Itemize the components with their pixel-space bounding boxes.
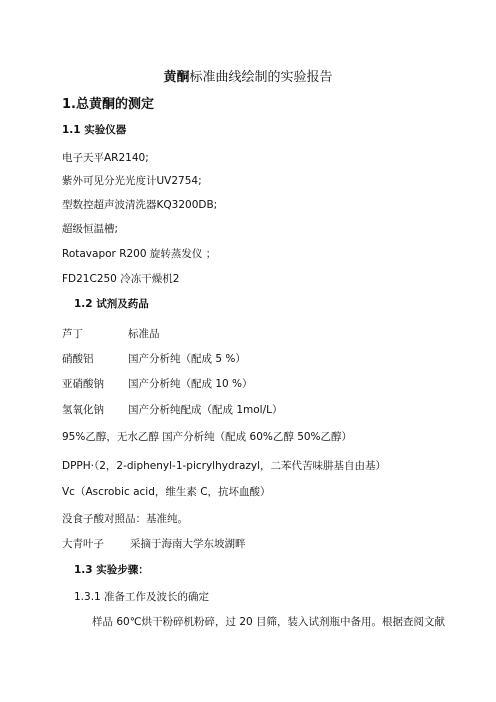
subsection-heading-1-3: 1.3 实验步骤：	[74, 564, 149, 576]
sample-desc: 采摘于海南大学东坡湖畔	[130, 538, 246, 550]
reagent-name: 氢氧化钠	[62, 404, 104, 416]
title-bold-part: 黄酮	[163, 70, 190, 85]
reagent-line: Vc（Ascrobic acid，维生素 C，抗坏血酸）	[62, 486, 271, 498]
instrument-line: FD21C250 冷冻干燥机2	[62, 273, 180, 285]
reagent-desc: 国产分析纯配成（配成 1mol/L）	[128, 404, 283, 416]
instrument-line: Rotavapor R200 旋转蒸发仪 ；	[62, 248, 217, 260]
instrument-line: 超级恒温槽;	[62, 223, 119, 235]
reagent-desc: 国产分析纯（配成 5 %）	[128, 353, 246, 365]
section-heading-1: 1.总黄酮的测定	[62, 97, 154, 112]
reagent-name: 亚硝酸钠	[62, 378, 104, 390]
reagent-line: DPPH·（2，2-diphenyl-1-picrylhydrazyl，二苯代苦味肼基自由基）	[62, 460, 387, 472]
reagent-desc: 国产分析纯（配成 10 %）	[128, 378, 253, 390]
instrument-line: 紫外可见分光光度计UV2754;	[62, 175, 202, 187]
title-rest: 标准曲线绘制的实验报告	[189, 70, 333, 85]
reagent-name: 硝酸铝	[62, 353, 94, 365]
subsection-heading-1-2: 1.2 试剂及药品	[74, 298, 149, 310]
instrument-line: 电子天平AR2140;	[62, 152, 149, 164]
instrument-line: 型数控超声波清洗器KQ3200DB;	[62, 199, 218, 211]
body-paragraph: 样品 60℃烘干粉碎机粉碎，过 20 目筛，装入试剂瓶中备用。根据查阅文献	[92, 616, 446, 628]
reagent-name: 芦丁	[62, 328, 83, 340]
reagent-line: 没食子酸对照品：基准纯。	[62, 513, 188, 525]
document-title	[0, 66, 496, 85]
sample-name: 大青叶子	[62, 538, 104, 550]
reagent-desc: 标准品	[128, 328, 160, 340]
subsection-heading-1-1: 1.1 实验仪器	[62, 124, 127, 136]
reagent-line: 95%乙醇，无水乙醇 国产分析纯（配成 60%乙醇 50%乙醇）	[62, 431, 353, 443]
subsubsection-heading-1-3-1: 1.3.1 准备工作及波长的确定	[74, 591, 210, 603]
